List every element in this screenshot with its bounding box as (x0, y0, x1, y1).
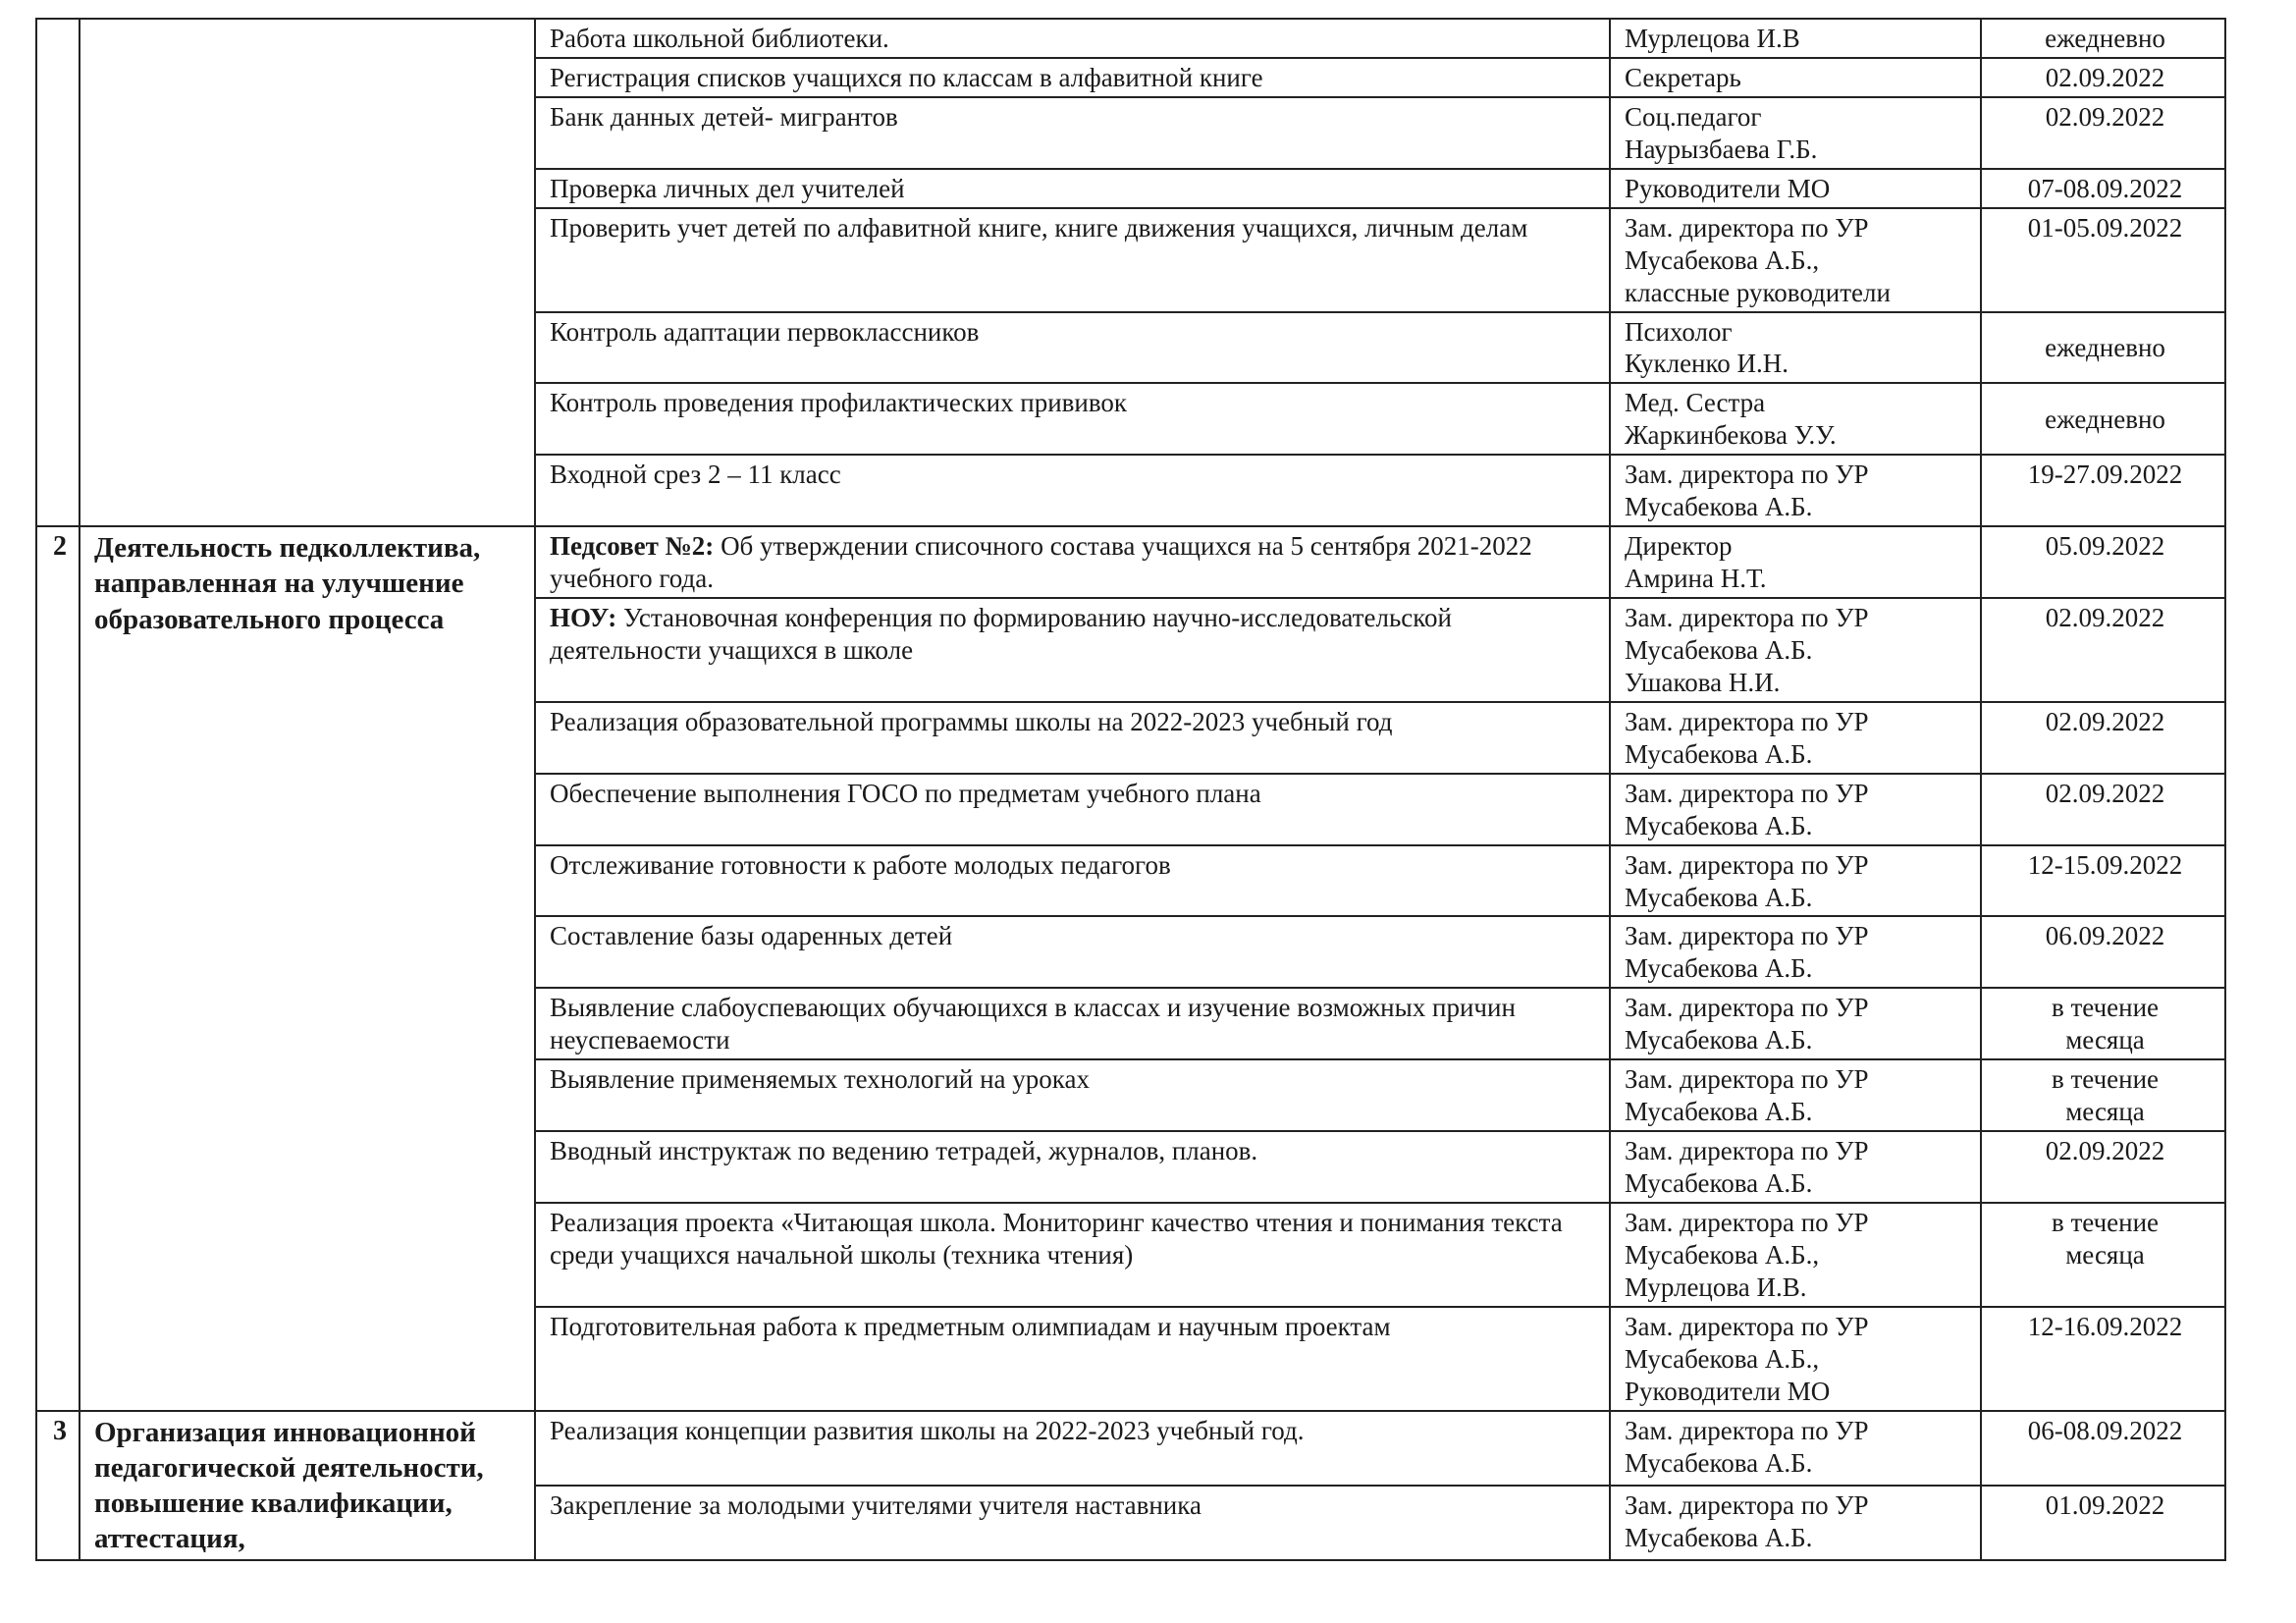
task-label: НОУ: (550, 603, 617, 632)
task-cell: Отслеживание готовности к работе молодых педагогов (535, 845, 1610, 917)
date-cell: 02.09.2022 (1981, 598, 2225, 702)
responsible-cell: Зам. директора по УР Мусабекова А.Б. (1610, 1411, 1981, 1486)
date-cell: 06-08.09.2022 (1981, 1411, 2225, 1486)
responsible-cell: Зам. директора по УР Мусабекова А.Б. Ушакова Н.И. (1610, 598, 1981, 702)
responsible-cell: Секретарь (1610, 58, 1981, 97)
task-cell: Банк данных детей- мигрантов (535, 97, 1610, 169)
table-row (36, 526, 2225, 598)
task-cell (535, 598, 1610, 702)
task-cell: Работа школьной библиотеки. (535, 19, 1610, 58)
task-cell: Реализация проекта «Читающая школа. Мониторинг качество чтения и понимания текста среди учащихся начальной школы (техника чтения) (535, 1203, 1610, 1307)
responsible-cell: Зам. директора по УР Мусабекова А.Б. (1610, 1486, 1981, 1560)
date-cell: 06.09.2022 (1981, 916, 2225, 988)
date-cell: 05.09.2022 (1981, 526, 2225, 598)
responsible-cell: Зам. директора по УР Мусабекова А.Б. (1610, 916, 1981, 988)
responsible-cell: Зам. директора по УР Мусабекова А.Б., Руководители МО (1610, 1307, 1981, 1411)
date-cell: в течение месяца (1981, 988, 2225, 1059)
date-cell: 02.09.2022 (1981, 58, 2225, 97)
date-cell: ежедневно (1981, 383, 2225, 455)
date-cell: ежедневно (1981, 19, 2225, 58)
table-row (36, 19, 2225, 58)
section-title: Организация инновационной педагогической деятельности, повышение квалификации, аттестация, (80, 1411, 535, 1560)
responsible-cell: Соц.педагог Наурызбаева Г.Б. (1610, 97, 1981, 169)
responsible-cell: Руководители МО (1610, 169, 1981, 208)
responsible-cell: Зам. директора по УР Мусабекова А.Б., классные руководители (1610, 208, 1981, 312)
responsible-cell: Зам. директора по УР Мусабекова А.Б. (1610, 1059, 1981, 1131)
task-label: Педсовет №2: (550, 531, 715, 562)
section-title: Деятельность педколлектива, направленная на улучшение образовательного процесса (80, 526, 535, 1410)
responsible-cell: Психолог Кукленко И.Н. (1610, 312, 1981, 384)
responsible-cell: Зам. директора по УР Мусабекова А.Б., Мурлецова И.В. (1610, 1203, 1981, 1307)
responsible-cell: Мед. Сестра Жаркинбекова У.У. (1610, 383, 1981, 455)
responsible-cell: Директор Амрина Н.Т. (1610, 526, 1981, 598)
task-cell: Входной срез 2 – 11 класс (535, 455, 1610, 526)
task-cell: Регистрация списков учащихся по классам в алфавитной книге (535, 58, 1610, 97)
task-cell: Подготовительная работа к предметным олимпиадам и научным проектам (535, 1307, 1610, 1411)
date-cell: 12-15.09.2022 (1981, 845, 2225, 917)
date-cell: 02.09.2022 (1981, 1131, 2225, 1203)
task-cell: Реализация концепции развития школы на 2022-2023 учебный год. (535, 1411, 1610, 1486)
task-cell: Составление базы одаренных детей (535, 916, 1610, 988)
responsible-cell: Зам. директора по УР Мусабекова А.Б. (1610, 845, 1981, 917)
task-text: Установочная конференция по формированию научно-исследовательской деятельности учащихся в школе (550, 603, 1452, 665)
date-cell: в течение месяца (1981, 1059, 2225, 1131)
responsible-cell: Зам. директора по УР Мусабекова А.Б. (1610, 455, 1981, 526)
date-cell: 01.09.2022 (1981, 1486, 2225, 1560)
date-cell: 07-08.09.2022 (1981, 169, 2225, 208)
plan-table-body (36, 19, 2225, 1560)
section-number: 2 (36, 526, 80, 1410)
responsible-cell: Зам. директора по УР Мусабекова А.Б. (1610, 1131, 1981, 1203)
task-cell: Проверка личных дел учителей (535, 169, 1610, 208)
task-cell: Контроль адаптации первоклассников (535, 312, 1610, 384)
section-number: 3 (36, 1411, 80, 1560)
task-cell: Вводный инструктаж по ведению тетрадей, журналов, планов. (535, 1131, 1610, 1203)
task-cell: Реализация образовательной программы школы на 2022-2023 учебный год (535, 702, 1610, 774)
task-cell: Выявление слабоуспевающих обучающихся в классах и изучение возможных причин неуспеваемости (535, 988, 1610, 1059)
date-cell: 02.09.2022 (1981, 97, 2225, 169)
responsible-cell: Зам. директора по УР Мусабекова А.Б. (1610, 774, 1981, 845)
date-cell: 02.09.2022 (1981, 702, 2225, 774)
date-cell: в течение месяца (1981, 1203, 2225, 1307)
date-cell: 19-27.09.2022 (1981, 455, 2225, 526)
section-title (80, 19, 535, 526)
plan-table (35, 18, 2226, 1561)
date-cell: ежедневно (1981, 312, 2225, 384)
table-row (36, 1411, 2225, 1486)
task-cell: Проверить учет детей по алфавитной книге, книге движения учащихся, личным делам (535, 208, 1610, 312)
task-cell: Выявление применяемых технологий на уроках (535, 1059, 1610, 1131)
responsible-cell: Мурлецова И.В (1610, 19, 1981, 58)
section-number (36, 19, 80, 526)
date-cell: 12-16.09.2022 (1981, 1307, 2225, 1411)
date-cell: 02.09.2022 (1981, 774, 2225, 845)
responsible-cell: Зам. директора по УР Мусабекова А.Б. (1610, 702, 1981, 774)
task-cell: Обеспечение выполнения ГОСО по предметам учебного плана (535, 774, 1610, 845)
task-cell (535, 526, 1610, 598)
task-cell: Контроль проведения профилактических прививок (535, 383, 1610, 455)
task-cell: Закрепление за молодыми учителями учителя наставника (535, 1486, 1610, 1560)
task-text: Об утверждении списочного состава учащихся на 5 сентября 2021-2022 учебного года. (550, 531, 1532, 594)
responsible-cell: Зам. директора по УР Мусабекова А.Б. (1610, 988, 1981, 1059)
date-cell: 01-05.09.2022 (1981, 208, 2225, 312)
